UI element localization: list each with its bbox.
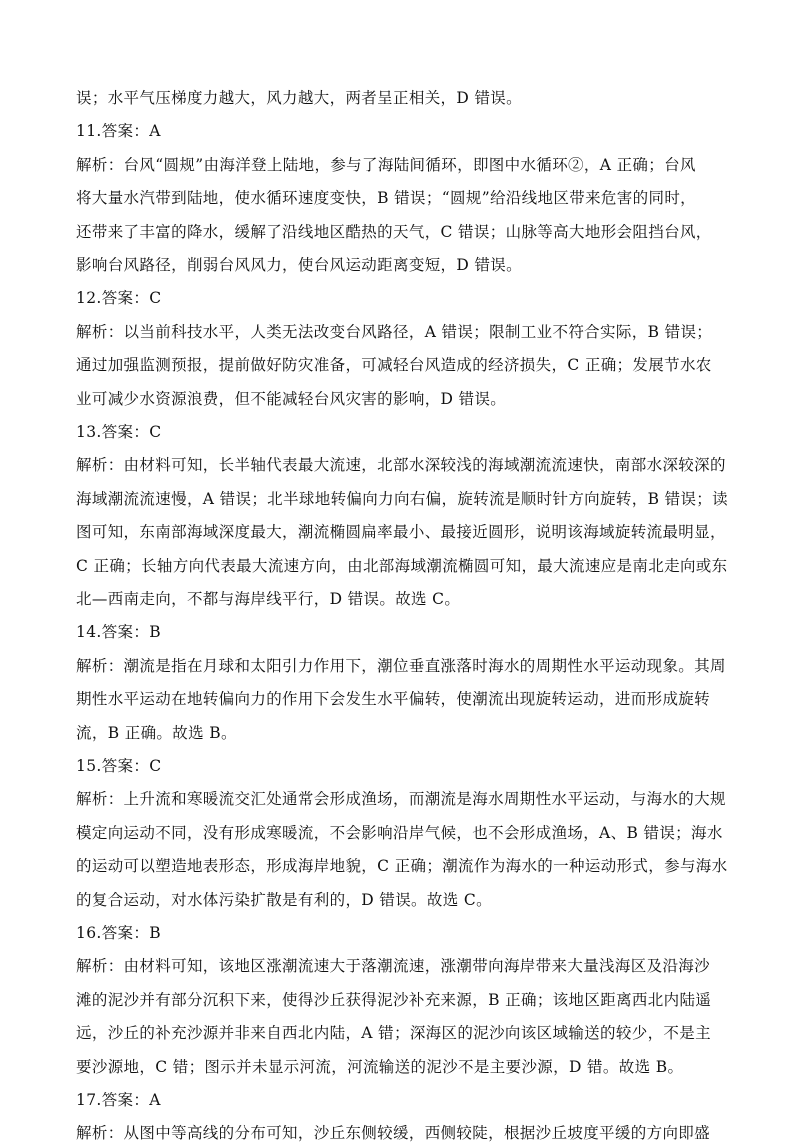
text-line: 滩的泥沙并有部分沉积下来，使得沙丘获得泥沙补充来源，B 正确；该地区距离西北内陆遥 [76,991,712,1009]
text-line: 的复合运动，对水体污染扩散是有利的，D 错误。故选 C。 [76,891,492,909]
text-line: 的运动可以塑造地表形态，形成海岸地貌，C 正确；潮流作为海水的一种运动形式，参与海水 [76,857,728,875]
answer-heading: 17.答案：A [76,1091,161,1109]
text-line: C 正确；长轴方向代表最大流速方向，由北部海域潮流椭圆可知，最大流速应是南北走向或东 [76,557,728,575]
text-line: 远，沙丘的补充沙源并非来自西北内陆，A 错；深海区的泥沙向该区域输送的较少，不是主 [76,1024,711,1042]
text-line: 要沙源地，C 错；图示并未显示河流，河流输送的泥沙不是主要沙源，D 错。故选 B。 [76,1058,684,1076]
answer-heading: 13.答案：C [76,423,162,441]
text-line: 业可减少水资源浪费，但不能减轻台风灾害的影响，D 错误。 [76,390,507,408]
answer-heading: 11.答案：A [76,122,161,140]
text-line: 还带来了丰富的降水，缓解了沿线地区酷热的天气，C 错误；山脉等高大地形会阻挡台风， [76,223,712,241]
text-line: 通过加强监测预报，提前做好防灾准备，可减轻台风造成的经济损失，C 正确；发展节水农 [76,356,712,374]
text-line: 解析：台风“圆规”由海洋登上陆地，参与了海陆间循环，即图中水循环②，A 正确；台风 [76,156,696,174]
text-line: 流，B 正确。故选 B。 [76,724,237,742]
text-line: 模定向运动不同，没有形成寒暖流，不会影响沿岸气候，也不会形成渔场，A、B 错误；海水 [76,824,723,842]
answer-heading: 15.答案：C [76,757,162,775]
text-line: 期性水平运动在地转偏向力的作用下会发生水平偏转，使潮流出现旋转运动，进而形成旋转 [76,690,711,708]
text-line: 图可知，东南部海域深度最大，潮流椭圆扁率最小、最接近圆形，说明该海域旋转流最明显， [76,523,726,541]
text-line: 北—西南走向，不都与海岸线平行，D 错误。故选 C。 [76,590,461,608]
text-line: 解析：由材料可知，该地区涨潮流速大于落潮流速，涨潮带向海岸带来大量浅海区及沿海沙 [76,957,711,975]
text-line: 解析：潮流是指在月球和太阳引力作用下，潮位垂直涨落时海水的周期性水平运动现象。其周 [76,657,726,675]
answer-heading: 12.答案：C [76,289,162,307]
answer-heading: 16.答案：B [76,924,161,942]
text-line: 解析：由材料可知，长半轴代表最大流速，北部水深较浅的海域潮流流速快，南部水深较深的 [76,456,726,474]
text-line: 解析：上升流和寒暖流交汇处通常会形成渔场，而潮流是海水周期性水平运动，与海水的大规 [76,790,726,808]
text-line: 解析：从图中等高线的分布可知，沙丘东侧较缓，西侧较陡，根据沙丘坡度平缓的方向即盛 [76,1124,711,1142]
text-line: 影响台风路径，削弱台风风力，使台风运动距离变短，D 错误。 [76,256,523,274]
text-line: 误；水平气压梯度力越大，风力越大，两者呈正相关，D 错误。 [76,89,523,107]
answer-heading: 14.答案：B [76,623,161,641]
text-line: 将大量水汽带到陆地，使水循环速度变快，B 错误；“圆规”给沿线地区带来危害的同时， [76,189,697,207]
text-line: 海域潮流流速慢，A 错误；北半球地转偏向力向右偏，旋转流是顺时针方向旋转，B 错误；读 [76,490,728,508]
text-line: 解析：以当前科技水平，人类无法改变台风路径，A 错误；限制工业不符合实际，B 错误； [76,323,713,341]
